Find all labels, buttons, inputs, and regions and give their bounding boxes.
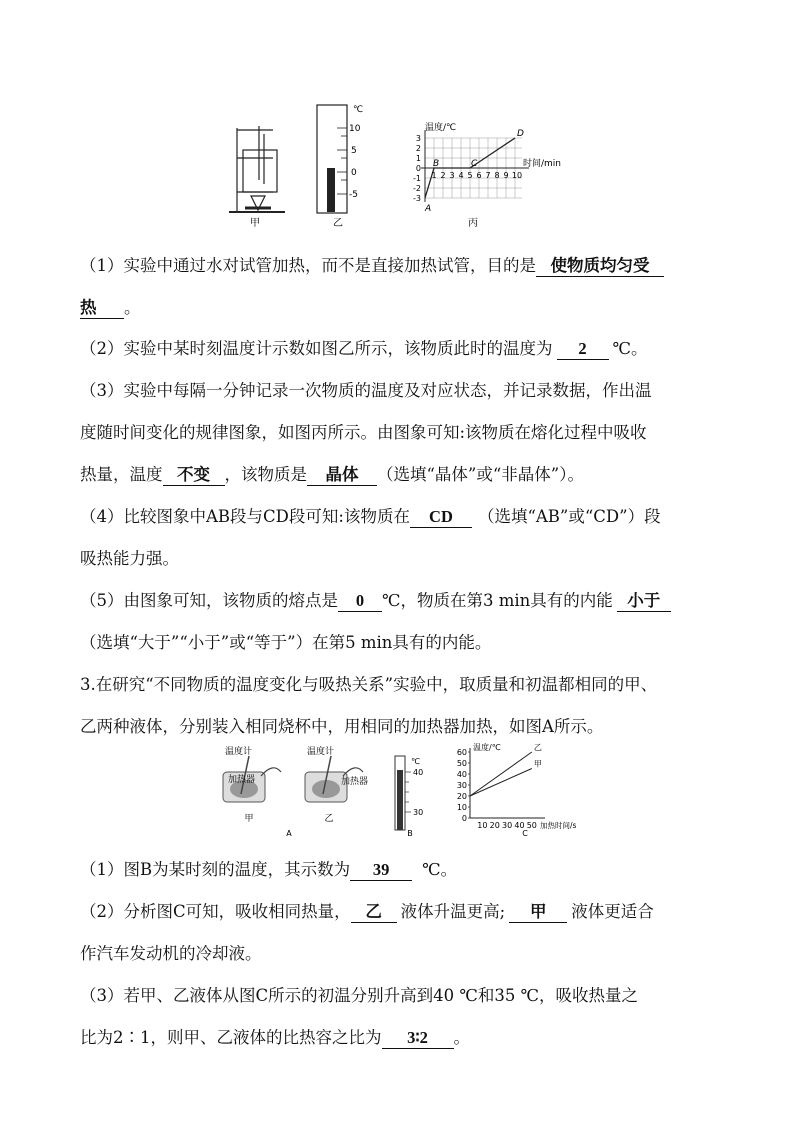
graph-ytick: 1 [415, 154, 421, 163]
q1-answer-a: 使物质均匀受 [536, 252, 664, 277]
q1-line2 [80, 294, 141, 319]
q32-line2: 作汽车发动机的冷却液。 [80, 944, 262, 963]
label-heater-2: 加热器 [341, 777, 369, 787]
thermo-tick-5: 5 [351, 146, 357, 156]
label-b-unit: ℃ [411, 757, 420, 766]
chart-c-series-line-2 [470, 769, 532, 797]
q2-line [80, 335, 647, 360]
chart-c-series-label: 甲 [533, 759, 542, 769]
q3-text: 热量，温度 [80, 465, 163, 484]
graph-xtick: 7 [485, 171, 491, 180]
chart-c-xlabel: 加热时间/s [540, 821, 577, 830]
q33-post: 。 [453, 1028, 470, 1047]
point-D: D [517, 129, 524, 139]
thermo-tick-neg5: -5 [349, 190, 358, 200]
point-B: B [433, 159, 440, 169]
graph-ytick: -3 [413, 194, 421, 203]
chart-c-xtick-label: 20 [489, 821, 500, 830]
q2-answer: 2 [557, 339, 609, 360]
q33-line2 [80, 1024, 470, 1049]
figure-melting-experiment [225, 100, 585, 235]
label-b-30: 30 [413, 808, 424, 817]
q5-answer-1: 0 [338, 591, 382, 612]
label-heater-1: 加热器 [228, 775, 256, 785]
q31-answer: 39 [350, 860, 412, 881]
q3-post: （选填“晶体”或“非晶体”）。 [377, 465, 584, 484]
caption-yi: 乙 [333, 218, 343, 229]
q32-line1 [80, 898, 654, 923]
q33-text: 比为2∶1，则甲、乙液体的比热容之比为 [80, 1028, 382, 1047]
thermo-tick-0: 0 [351, 168, 357, 178]
q1-answer-b: 热 [80, 294, 124, 319]
q31-line [80, 856, 457, 881]
chart-c-xtick-label: 10 [477, 821, 488, 830]
q2-text: （2）实验中某时刻温度计示数如图乙所示，该物质此时的温度为 [80, 339, 553, 358]
chart-c-ytick-label: 20 [456, 792, 467, 801]
q4-answer: CD [410, 507, 472, 528]
q32-answer-2: 甲 [509, 898, 567, 923]
label-yi: 乙 [324, 814, 334, 824]
graph-ytick: 3 [415, 134, 421, 143]
q1-post: 。 [124, 298, 141, 317]
thermometer-drawing [317, 105, 347, 213]
q33-answer: 3∶2 [382, 1028, 454, 1049]
graph-xtick: 2 [440, 171, 446, 180]
q4-text: （4）比较图象中AB段与CD段可知:该物质在 [80, 507, 410, 526]
point-C: C [471, 159, 478, 169]
q31-text: （1）图B为某时刻的温度，其示数为 [80, 860, 351, 879]
chart-c-ytick-label: 40 [456, 770, 467, 779]
label-b-40: 40 [413, 768, 424, 777]
thermo-unit: ℃ [353, 105, 364, 115]
apparatus-drawing [229, 126, 285, 212]
graph-xtick: 10 [511, 171, 523, 180]
graph-xtick: 8 [494, 171, 500, 180]
label-jia: 甲 [244, 814, 254, 824]
q4-post: （选填“AB”或“CD”）段 [477, 507, 661, 526]
graph-xtick: 4 [458, 171, 464, 180]
label-thermometer-1: 温度计 [225, 747, 253, 757]
chart-c-ytick-label: 10 [456, 803, 467, 812]
graph-ylabel: 温度/℃ [425, 123, 457, 133]
graph-xtick: 6 [476, 171, 482, 180]
q5-mid: ℃，物质在第3 min具有的内能 [382, 591, 613, 610]
melting-figure-svg [225, 100, 585, 235]
graph-ytick: -2 [413, 184, 421, 193]
q1-line1 [80, 252, 664, 277]
graph-ytick: -1 [413, 174, 421, 183]
graph-ytick: 2 [415, 144, 421, 153]
q3-line3 [80, 461, 584, 486]
chart-c-series-line-1 [470, 752, 532, 796]
figure-heating-experiment [215, 742, 605, 842]
q32-answer-1: 乙 [351, 898, 397, 923]
caption-A: A [286, 829, 292, 838]
chart-c-xtick-label: 40 [514, 821, 525, 830]
q3-line1: （3）实验中每隔一分钟记录一次物质的温度及对应状态，并记录数据，作出温 [80, 381, 652, 400]
q3-line2: 度随时间变化的规律图象，如图丙所示。由图象可知:该物质在熔化过程中吸收 [80, 423, 647, 442]
heating-figure-svg [215, 742, 605, 842]
q33-line1: （3）若甲、乙液体从图C所示的初温分别升高到40 ℃和35 ℃，吸收热量之 [80, 986, 639, 1005]
chart-c-xtick-label: 50 [526, 821, 537, 830]
thermometer-b-drawing [395, 756, 411, 830]
graph-xtick: 5 [467, 171, 473, 180]
q32-post: 液体更适合 [571, 902, 654, 921]
q5-line2: （选填“大于”“小于”或“等于”）在第5 min具有的内能。 [80, 633, 492, 652]
chart-c-ytick-label: 60 [456, 748, 467, 757]
thermo-tick-10: 10 [349, 124, 361, 134]
q3-answer-1: 不变 [163, 461, 225, 486]
graph-xtick: 9 [503, 171, 509, 180]
graph-xtick: 3 [449, 171, 455, 180]
q3-answer-2: 晶体 [307, 461, 377, 486]
chart-c-xtick-label: 30 [501, 821, 513, 830]
q5-answer-2: 小于 [617, 587, 671, 612]
q1-text: （1）实验中通过水对试管加热，而不是直接加热试管，目的是 [80, 256, 536, 275]
q3-mid: ，该物质是 [224, 465, 307, 484]
chart-c-ylabel: 温度/℃ [473, 743, 501, 752]
label-thermometer-2: 温度计 [307, 747, 335, 757]
chart-c-series-label: 乙 [533, 743, 542, 752]
heating-line-chart [457, 743, 545, 830]
p3-line1: 3.在研究“不同物质的温度变化与吸热关系”实验中，取质量和初温都相同的甲、 [80, 675, 658, 694]
caption-B: B [407, 829, 413, 838]
chart-c-ytick-label: 30 [456, 781, 467, 790]
p3-line2: 乙两种液体，分别装入相同烧杯中，用相同的加热器加热，如图A所示。 [80, 717, 604, 736]
chart-c-ytick-label: 0 [461, 814, 467, 823]
q2-post: ℃。 [612, 339, 648, 358]
chart-c-ytick-label: 50 [456, 759, 467, 768]
q5-line1 [80, 587, 671, 612]
q5-text: （5）由图象可知，该物质的熔点是 [80, 591, 338, 610]
q32-mid: 液体升温更高; [400, 902, 506, 921]
caption-bing: 丙 [468, 218, 478, 229]
graph-xlabel: 时间/min [523, 159, 562, 169]
q31-post: ℃。 [422, 860, 458, 879]
q4-line1 [80, 503, 661, 528]
caption-jia: 甲 [250, 218, 260, 229]
graph-xtick: 1 [431, 171, 437, 180]
q4-line2: 吸热能力强。 [80, 549, 179, 568]
caption-C: C [522, 829, 528, 838]
graph-ytick: 0 [415, 164, 421, 173]
q32-text: （2）分析图C可知，吸收相同热量， [80, 902, 351, 921]
point-A: A [425, 204, 432, 214]
